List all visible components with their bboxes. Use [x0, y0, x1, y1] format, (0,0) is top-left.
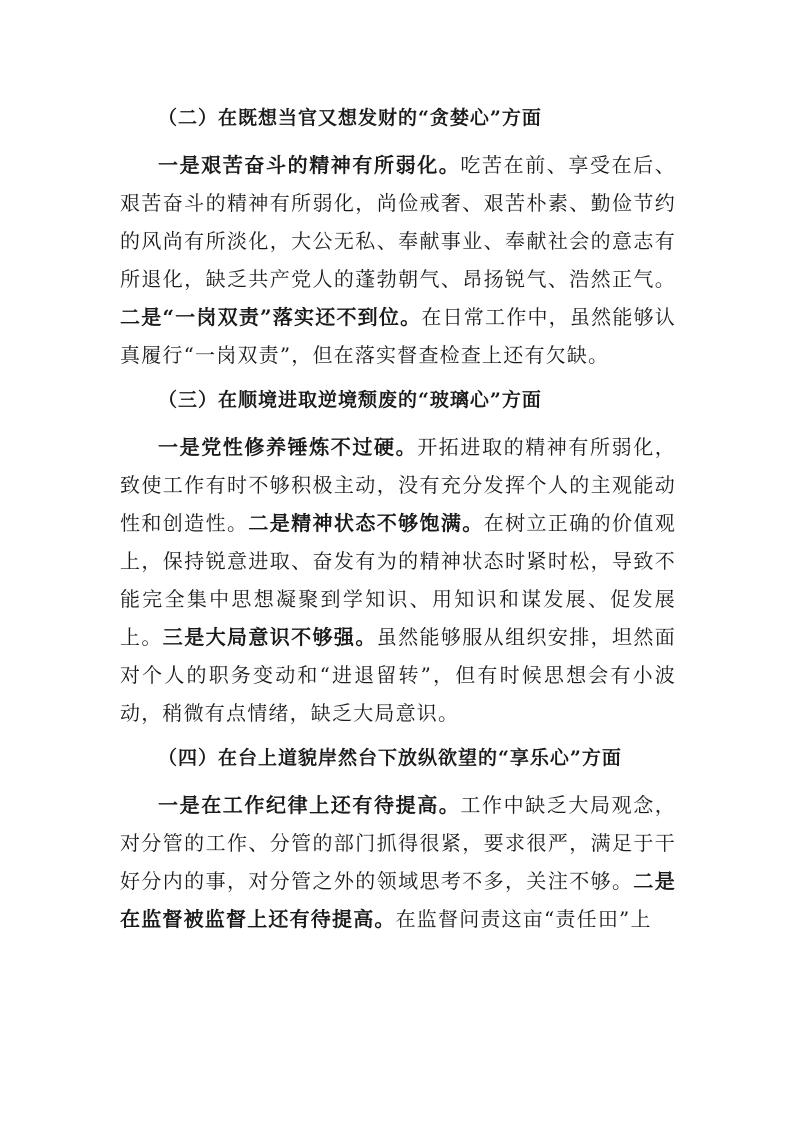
point-2-title: 二是“一岗双责”落实还不到位。 — [120, 305, 422, 329]
point-1-title: 一是在工作纪律上还有待提高。 — [158, 793, 461, 817]
document-page — [120, 100, 676, 946]
point-1-text: 工作中缺乏大局观念，对分管的工作、分管的部门抓得很紧，要求很严，满足于干好分内的事，对分管之外的领域思考不多，关注不够。 — [120, 793, 677, 893]
point-1-title: 一是艰苦奋斗的精神有所弱化。 — [158, 153, 461, 177]
point-1-text: 吃苦在前、享受在后、艰苦奋斗的精神有所弱化，尚俭戒奢、艰苦朴素、勤俭节约的风尚有所淡化，大公无私、奉献事业、奉献社会的意志有所退化，缺乏共产党人的蓬勃朝气、昂扬锐气、浩然正气。 — [120, 153, 677, 291]
section-heading-2: （二）在既想当官又想发财的“贪婪心”方面 — [158, 107, 542, 129]
point-2-text: 在日常工作中，虽然能够认真履行“一岗双责”，但在落实督查检查上还有欠缺。 — [120, 305, 676, 367]
section-paragraph-4 — [120, 786, 676, 938]
section-heading-4: （四）在台上道貌岸然台下放纵欲望的“享乐心”方面 — [158, 747, 622, 769]
point-2-text: 在监督问责这亩“责任田”上 — [395, 907, 652, 931]
point-1-text: 开拓进取的精神有所弱化，致使工作有时不够积极主动，没有充分发挥个人的主观能动性和创造性。 — [120, 435, 676, 535]
point-2-text: 在树立正确的价值观上，保持锐意进取、奋发有为的精神状态时紧时松，导致不能完全集中思想凝聚到学知识、用知识和谋发展、促发展上。 — [120, 511, 677, 649]
section-paragraph-2 — [120, 146, 676, 374]
point-2-title: 二是在监督被监督上还有待提高。 — [120, 869, 676, 931]
point-3-title: 三是大局意识不够强。 — [162, 625, 377, 649]
section-paragraph-3 — [120, 428, 676, 732]
point-2-title: 二是精神状态不够饱满。 — [248, 511, 484, 535]
point-1-title: 一是党性修养锤炼不过硬。 — [158, 435, 418, 459]
section-heading-3: （三）在顺境进取逆境颓废的“玻璃心”方面 — [158, 389, 542, 411]
point-3-text: 虽然能够服从组织安排，坦然面对个人的职务变动和“进退留转”，但有时候思想会有小波动，稍微有点情绪，缺乏大局意识。 — [120, 625, 677, 725]
